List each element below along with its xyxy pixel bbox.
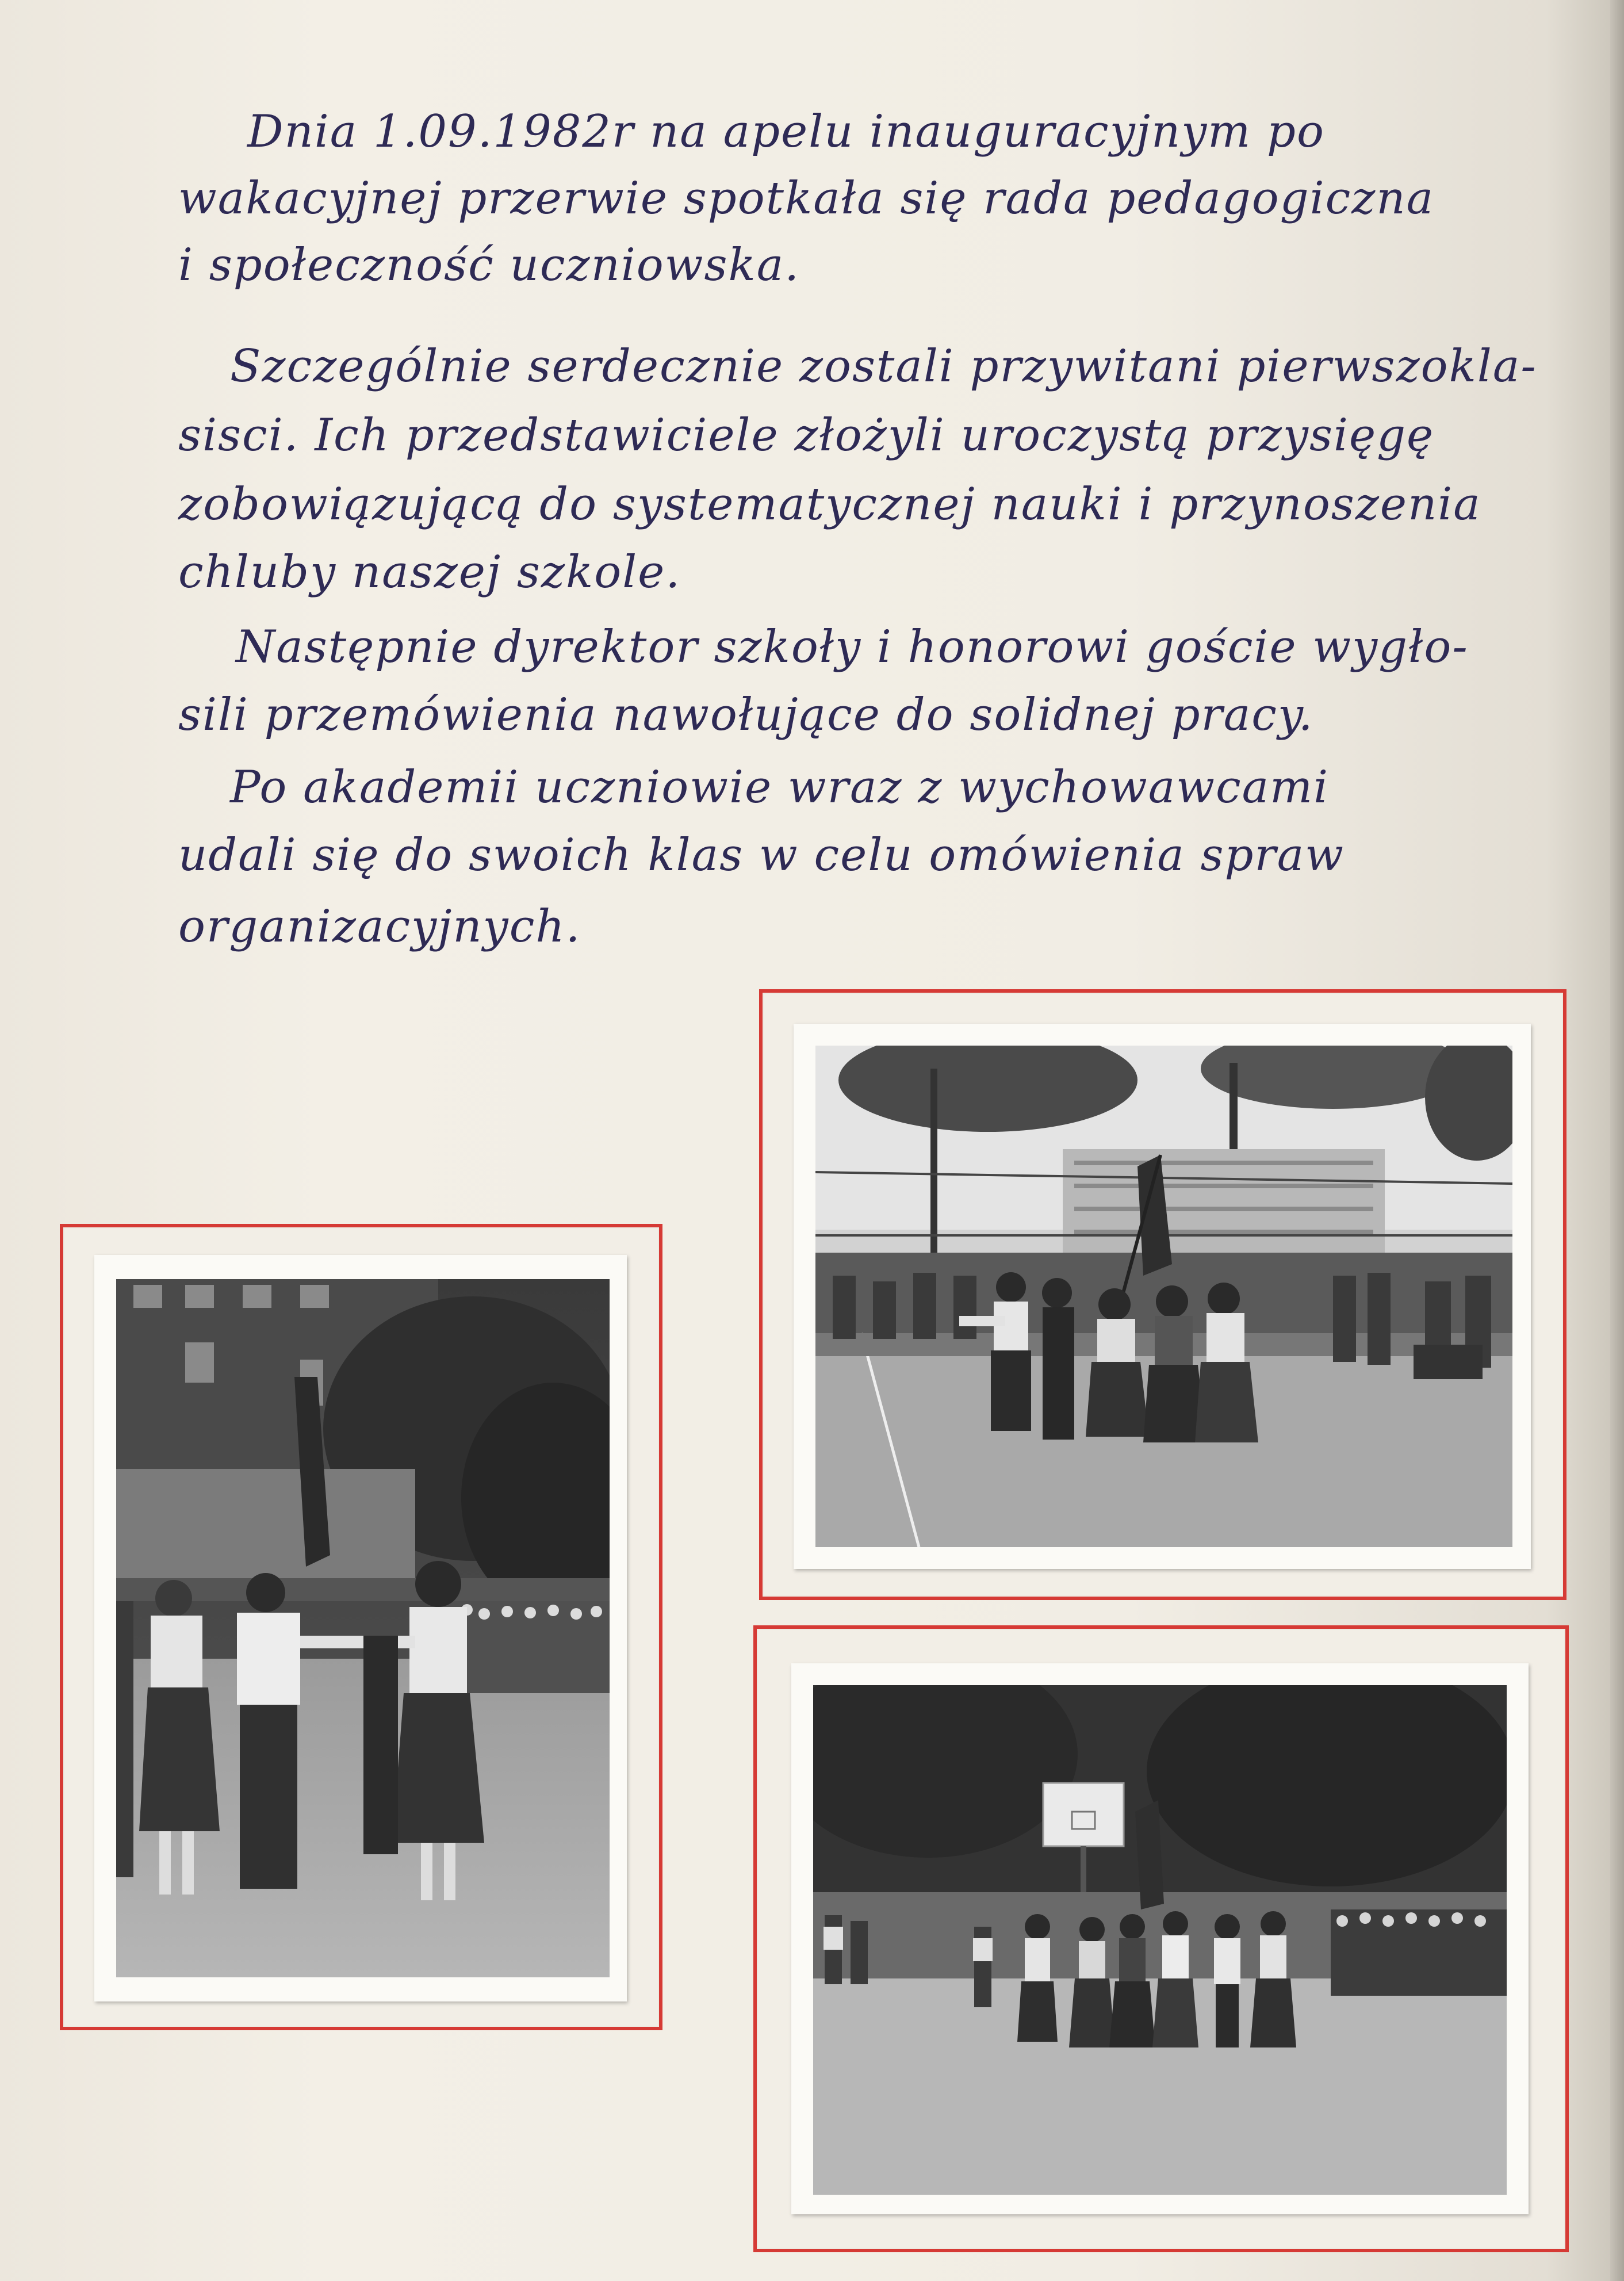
photo-schoolyard-group (813, 1685, 1507, 2195)
photo-frame-left (60, 1224, 662, 2030)
photo-card-bottom-right (791, 1663, 1529, 2214)
photo-card-top-right (794, 1024, 1531, 1569)
photo-oath-ceremony-close (116, 1279, 610, 1977)
text-line: organizacyjnych. (178, 901, 581, 952)
photo-frame-bottom-right (753, 1625, 1569, 2252)
text-line: Następnie dyrektor szkoły i honorowi goście wygło- (236, 621, 1469, 673)
photo-frame-top-right (759, 989, 1566, 1600)
text-line: sisci. Ich przedstawiciele złożyli uroczystą przysięgę (178, 409, 1435, 461)
page-edge (1610, 0, 1624, 2281)
text-line: wakacyjnej przerwie spotkała się rada pedagogiczna (178, 173, 1435, 224)
text-line: Dnia 1.09.1982r na apelu inauguracyjnym po (247, 106, 1325, 158)
text-line: Po akademii uczniowie wraz z wychowawcami (230, 761, 1330, 813)
photo-card-left (94, 1255, 627, 2001)
text-line: i społeczność uczniowska. (178, 239, 800, 291)
text-line: Szczególnie serdecznie zostali przywitani pierwszokla- (230, 340, 1537, 392)
text-line: udali się do swoich klas w celu omówienia spraw (178, 829, 1345, 881)
text-line: zobowiązującą do systematycznej nauki i przynoszenia (178, 479, 1481, 530)
text-line: sili przemówienia nawołujące do solidnej pracy. (178, 689, 1314, 741)
text-line: chluby naszej szkole. (178, 546, 681, 598)
photo-schoolyard-flag (815, 1046, 1512, 1547)
